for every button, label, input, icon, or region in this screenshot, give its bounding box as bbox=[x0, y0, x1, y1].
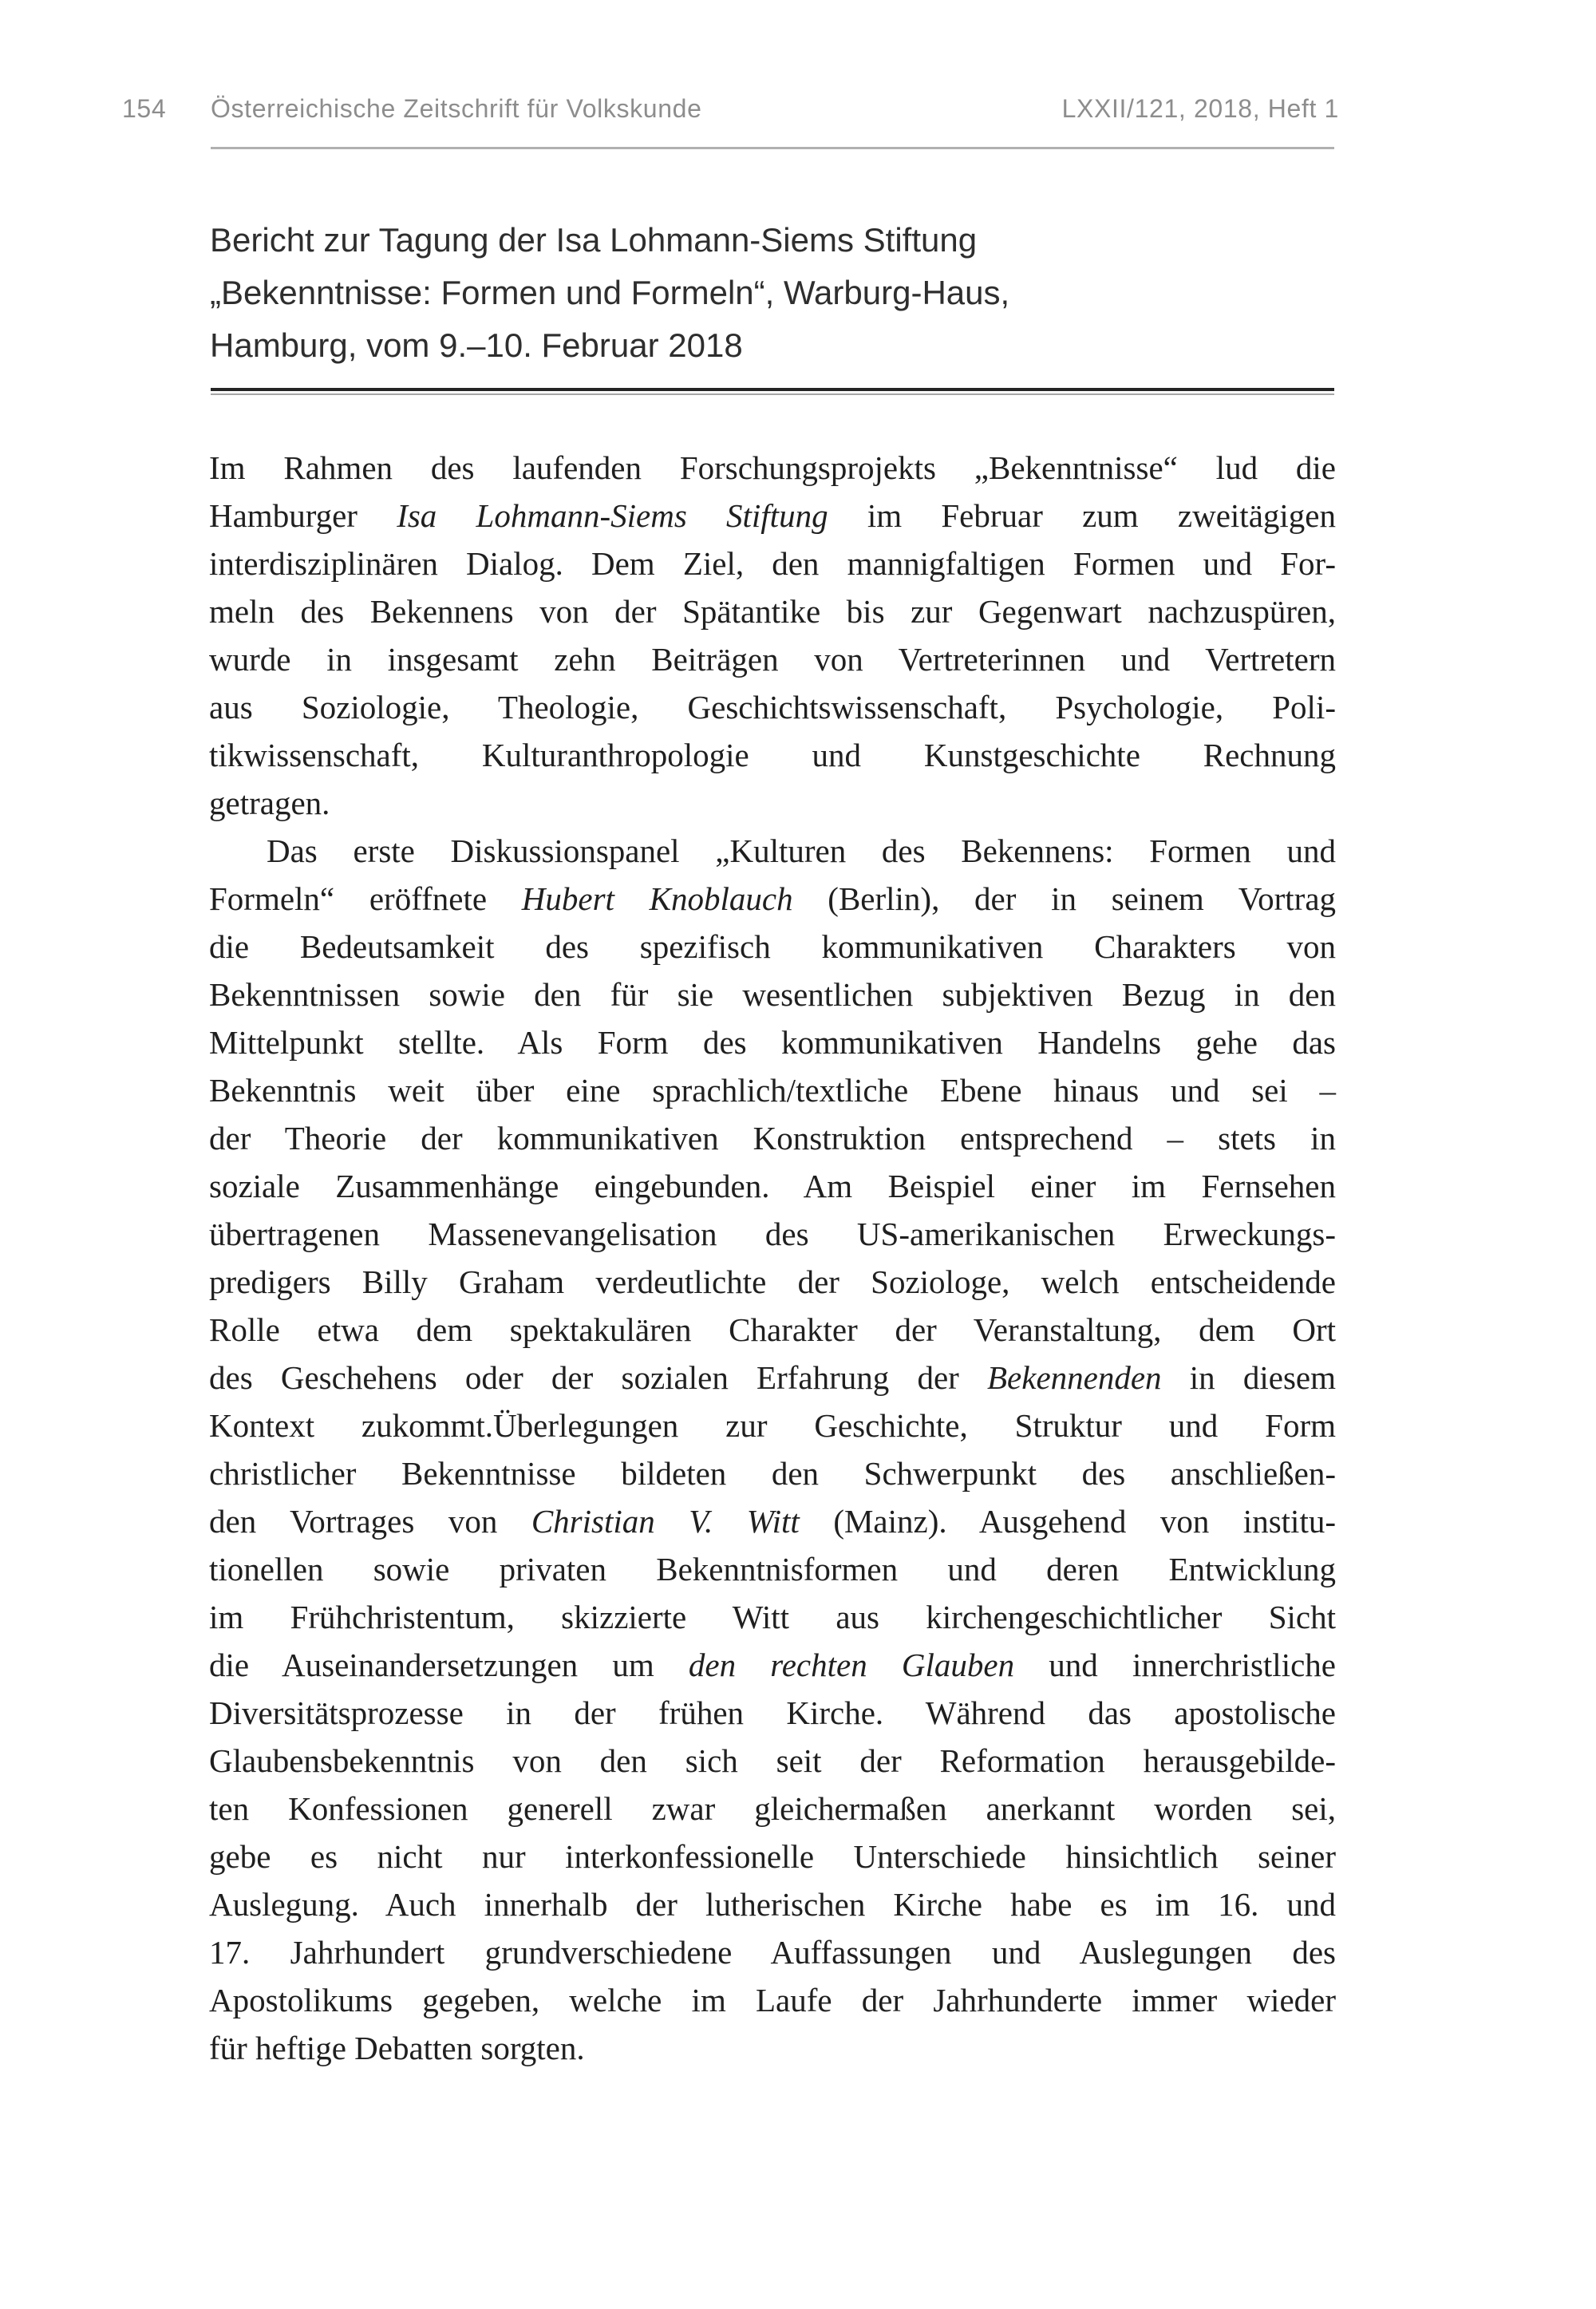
issue-info: LXXII/121, 2018, Heft 1 bbox=[1061, 94, 1339, 123]
page-number: 154 bbox=[122, 94, 167, 123]
body-line: Auslegung. Auch innerhalb der lutherischen Kirche habe es im 16. und bbox=[209, 1886, 1336, 1923]
body-line: interdisziplinären Dialog. Dem Ziel, den mannigfaltigen Formen und For- bbox=[209, 545, 1336, 582]
body-line: Rolle etwa dem spektakulären Charakter der Veranstaltung, dem Ort bbox=[209, 1311, 1336, 1348]
body-line: die Auseinandersetzungen um den rechten Glauben und innerchristliche bbox=[209, 1647, 1336, 1683]
header-rule bbox=[211, 147, 1334, 149]
body-line: tionellen sowie privaten Bekenntnisformen und deren Entwicklung bbox=[209, 1551, 1336, 1587]
article-title-line-3: Hamburg, vom 9.–10. Februar 2018 bbox=[210, 326, 743, 364]
body-line: wurde in insgesamt zehn Beiträgen von Vertreterinnen und Vertretern bbox=[209, 641, 1336, 678]
body-line: 17. Jahrhundert grundverschiedene Auffassungen und Auslegungen des bbox=[209, 1934, 1336, 1971]
body-line: übertragenen Massenevangelisation des US-amerikanischen Erweckungs- bbox=[209, 1216, 1336, 1252]
paragraph bbox=[209, 827, 1336, 2072]
body-line: Hamburger Isa Lohmann-Siems Stiftung im Februar zum zweitägigen bbox=[209, 497, 1336, 534]
body-line: gebe es nicht nur interkonfessionelle Unterschiede hinsichtlich seiner bbox=[209, 1838, 1336, 1875]
body-line: meln des Bekennens von der Spätantike bis zur Gegenwart nachzuspüren, bbox=[209, 593, 1336, 630]
article-title-line-2: „Bekenntnisse: Formen und Formeln“, Warburg-Haus, bbox=[210, 274, 1010, 311]
body-line: Im Rahmen des laufenden Forschungsprojekts „Bekenntnisse“ lud die bbox=[209, 449, 1336, 486]
body-line: Bekenntnissen sowie den für sie wesentlichen subjektiven Bezug in den bbox=[209, 976, 1336, 1013]
body-line: Glaubensbekenntnis von den sich seit der Reformation herausgebilde- bbox=[209, 1742, 1336, 1779]
body-line: für heftige Debatten sorgten. bbox=[209, 2030, 585, 2066]
body-line: der Theorie der kommunikativen Konstruktion entsprechend – stets in bbox=[209, 1120, 1336, 1156]
body-line: Formeln“ eröffnete Hubert Knoblauch (Berlin), der in seinem Vortrag bbox=[209, 880, 1337, 917]
body-line: Mittelpunkt stellte. Als Form des kommunikativen Handelns gehe das bbox=[209, 1024, 1336, 1061]
title-rule-shadow bbox=[211, 393, 1334, 395]
title-rule bbox=[211, 388, 1334, 391]
body-line: ten Konfessionen generell zwar gleichermaßen anerkannt worden sei, bbox=[209, 1790, 1336, 1827]
running-header bbox=[0, 94, 1596, 131]
body-line: predigers Billy Graham verdeutlichte der Soziologe, welch entscheidende bbox=[209, 1263, 1336, 1300]
body-line: soziale Zusammenhänge eingebunden. Am Beispiel einer im Fernsehen bbox=[209, 1168, 1336, 1204]
body-line: die Bedeutsamkeit des spezifisch kommunikativen Charakters von bbox=[209, 928, 1336, 965]
body-line: Bekenntnis weit über eine sprachlich/textliche Ebene hinaus und sei – bbox=[209, 1072, 1336, 1109]
journal-title: Österreichische Zeitschrift für Volkskunde bbox=[211, 94, 702, 123]
article-title bbox=[210, 214, 1337, 372]
body-line: Kontext zukommt.Überlegungen zur Geschichte, Struktur und Form bbox=[209, 1407, 1336, 1444]
body-line: aus Soziologie, Theologie, Geschichtswissenschaft, Psychologie, Poli- bbox=[209, 689, 1336, 726]
body-line: christlicher Bekenntnisse bildeten den Schwerpunkt des anschließen- bbox=[209, 1455, 1336, 1492]
body-line: im Frühchristentum, skizzierte Witt aus kirchengeschichtlicher Sicht bbox=[209, 1599, 1336, 1635]
body-line: Das erste Diskussionspanel „Kulturen des Bekennens: Formen und bbox=[267, 832, 1336, 869]
body-line: Apostolikums gegeben, welche im Laufe der Jahrhunderte immer wieder bbox=[209, 1982, 1336, 2018]
body-line: tikwissenschaft, Kulturanthropologie und Kunstgeschichte Rechnung bbox=[209, 737, 1336, 773]
article-title-line-1: Bericht zur Tagung der Isa Lohmann-Siems Stiftung bbox=[210, 221, 978, 259]
body-line: getragen. bbox=[209, 785, 330, 821]
body-line: den Vortrages von Christian V. Witt (Mainz). Ausgehend von institu- bbox=[209, 1503, 1336, 1540]
article-body bbox=[209, 444, 1336, 2072]
body-line: des Geschehens oder der sozialen Erfahrung der Bekennenden in diesem bbox=[209, 1359, 1336, 1396]
paragraph bbox=[209, 444, 1336, 827]
body-line: Diversitätsprozesse in der frühen Kirche. Während das apostolische bbox=[209, 1694, 1336, 1731]
